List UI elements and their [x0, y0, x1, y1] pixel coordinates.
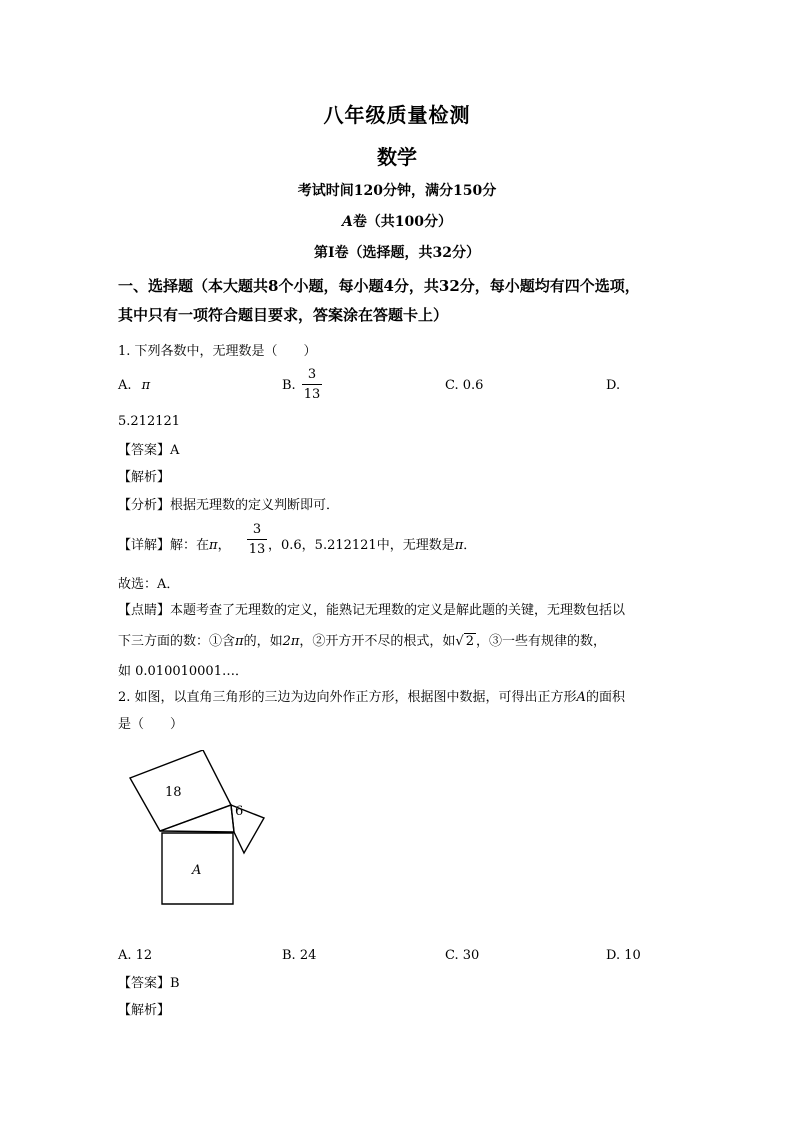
q2-option-b: B. 24 — [282, 948, 317, 963]
right-triangle — [160, 805, 234, 832]
q2-option-a: A. 12 — [118, 948, 153, 963]
q1-comment-line1: 【点睛】本题考查了无理数的定义，能熟记无理数的定义是解此题的关键，无理数包括以 — [118, 603, 626, 618]
pythagoras-figure — [120, 750, 280, 920]
q1-comment-line2-c: ，②开方开不尽的根式，如 — [299, 634, 456, 649]
q1-comment-line2-2pi: 2π — [282, 634, 300, 649]
q1-comment-line2 — [118, 630, 606, 649]
q2-option-d: D. 10 — [606, 948, 641, 963]
q2-stem-line1 — [118, 686, 625, 705]
q1-option-b-fraction — [302, 366, 322, 403]
q1-option-d: D. — [606, 378, 621, 393]
q1-option-c: C. 0.6 — [445, 378, 484, 393]
exam-info: 考试时间120分钟，满分150分 — [297, 183, 497, 199]
q2-stem-line2: 是（ ） — [118, 717, 184, 732]
subject-title: 数学 — [377, 145, 417, 169]
q2-stem-letter: A — [576, 690, 586, 705]
q1-comment-line2-pi: π — [235, 634, 244, 649]
label-6: 6 — [235, 804, 244, 819]
q1-option-b-label: B. — [282, 378, 296, 393]
q2-option-c: C. 30 — [445, 948, 480, 963]
q1-detail-comma: ， — [217, 538, 231, 553]
q1-fenxi: 【分析】根据无理数的定义判断即可． — [118, 498, 340, 513]
q1-option-a-value: π — [141, 378, 151, 393]
q1-choose: 故选：A． — [118, 577, 180, 592]
q1-detail-rest — [268, 534, 476, 553]
q1-detail-rest-text: ，0.6，5.212121中，无理数是 — [268, 538, 455, 553]
q1-detail — [118, 534, 231, 553]
hypotenuse — [160, 831, 234, 832]
q1-detail-end: ． — [463, 538, 477, 553]
section-heading-line2: 其中只有一项符合题目要求，答案涂在答题卡上） — [118, 306, 449, 324]
q1-option-d-value: 5.212121 — [118, 414, 181, 429]
q1-option-a-label: A. — [118, 378, 132, 393]
q2-analysis: 【解析】 — [118, 1003, 171, 1018]
q1-comment-line2-b: 的，如 — [243, 634, 283, 649]
q1-comment-line2-a: 下三方面的数：①含 — [118, 634, 236, 649]
q2-answer: 【答案】B — [118, 976, 180, 991]
page-title: 八年级质量检测 — [323, 103, 471, 127]
fraction-bar — [247, 539, 267, 540]
label-a: A — [192, 863, 202, 878]
sqrt-symbol: √ — [455, 634, 464, 649]
q1-detail-pi2: π — [454, 538, 464, 553]
q1-option-b-denominator: 13 — [303, 387, 321, 402]
q1-stem: 1. 下列各数中，无理数是（ ） — [118, 344, 317, 359]
q1-comment-line3: 如 0.010010001…． — [118, 664, 248, 679]
q1-detail-numerator: 3 — [252, 522, 262, 537]
fraction-bar — [302, 384, 322, 385]
q2-stem-text: 2. 如图，以直角三角形的三边为边向外作正方形，根据图中数据，可得出正方形 — [118, 690, 577, 705]
q1-comment-line2-d: ，③一些有规律的数， — [476, 634, 607, 649]
q1-option-a — [118, 378, 150, 393]
label-18: 18 — [165, 785, 182, 800]
part-a-letter: A — [341, 214, 353, 230]
section-heading-line1: 一、选择题（本大题共8个小题，每小题4分，共32分，每小题均有四个选项， — [118, 277, 640, 295]
part-a-text: 卷（共100分） — [352, 214, 453, 230]
part-a-heading — [0, 211, 794, 231]
q1-analysis: 【解析】 — [118, 470, 171, 485]
q1-comment-line2-sqrt: 2 — [465, 634, 474, 649]
q1-detail-prefix: 【详解】解：在 — [118, 538, 210, 553]
q1-answer: 【答案】A — [118, 443, 180, 458]
part-1-heading: 第Ⅰ卷（选择题，共32分） — [313, 245, 481, 261]
q1-detail-fraction — [247, 521, 267, 558]
q2-stem-end: 的面积 — [585, 690, 625, 705]
q1-option-b-numerator: 3 — [307, 367, 317, 382]
q1-detail-pi: π — [209, 538, 218, 553]
q1-detail-denominator: 13 — [248, 542, 266, 557]
